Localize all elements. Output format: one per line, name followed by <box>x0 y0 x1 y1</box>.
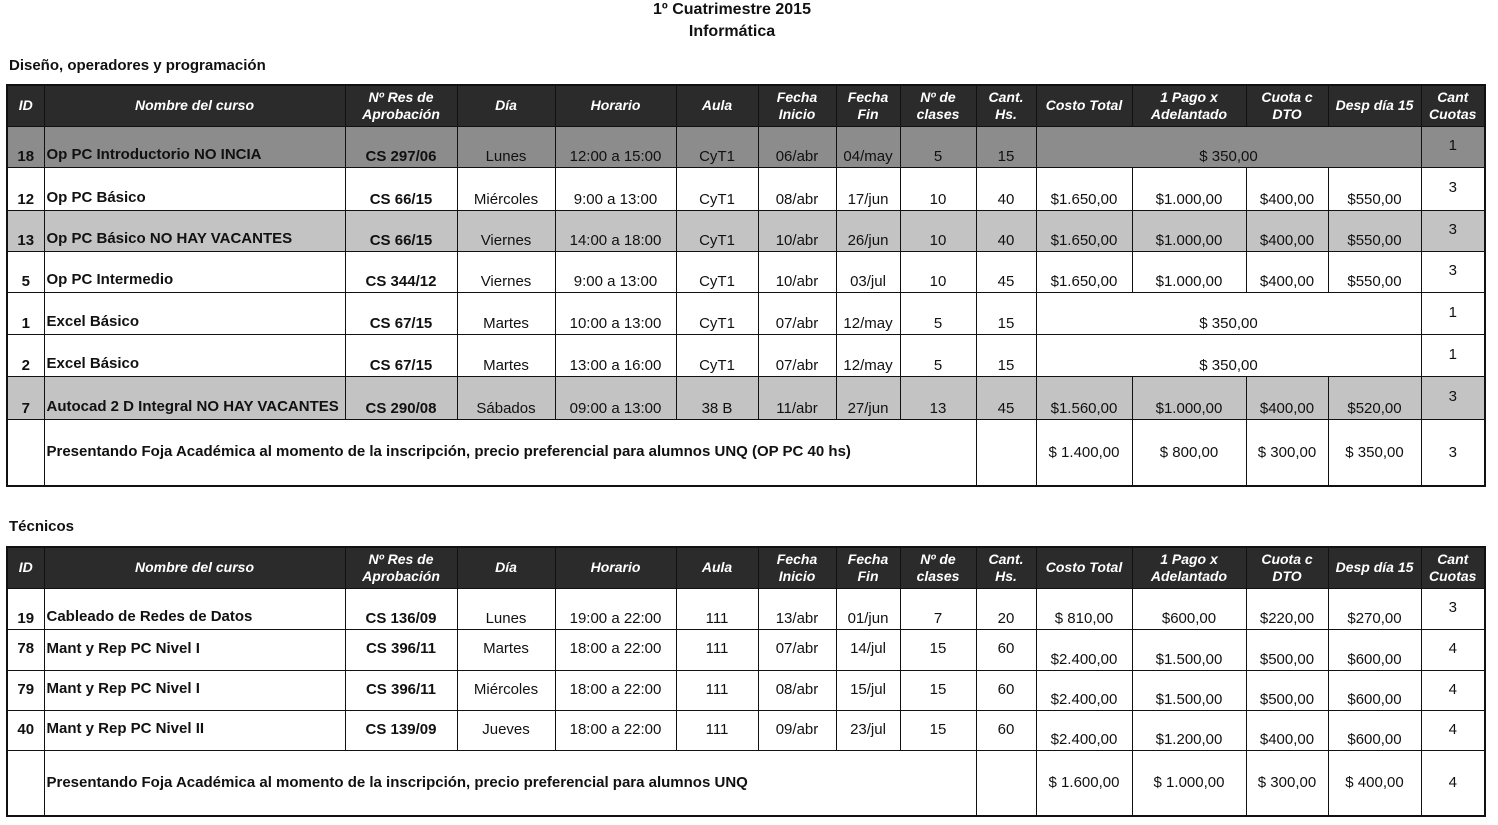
cell-nombre: Mant y Rep PC Nivel I <box>44 670 345 710</box>
cell-desp: $ 400,00 <box>1328 750 1421 816</box>
cell-dia: Jueves <box>457 710 555 750</box>
table-row <box>7 210 1485 251</box>
cell-horario: 9:00 a 13:00 <box>555 251 676 292</box>
cell-clases: 10 <box>900 251 976 292</box>
cell-costo: $2.400,00 <box>1036 710 1132 750</box>
cell-fin: 15/jul <box>836 670 900 710</box>
table-row <box>7 167 1485 210</box>
cell-inicio: 13/abr <box>758 588 836 629</box>
cell-hs: 60 <box>976 710 1036 750</box>
cell-cuotas: 3 <box>1421 376 1485 419</box>
cell-nombre: Op PC Básico NO HAY VACANTES <box>44 210 345 251</box>
table-row <box>7 588 1485 629</box>
cell-cuota: $500,00 <box>1246 670 1328 710</box>
cell-dia: Lunes <box>457 588 555 629</box>
cell-inicio: 11/abr <box>758 376 836 419</box>
cell-pago: $1.000,00 <box>1132 251 1246 292</box>
cell-pago: $1.200,00 <box>1132 710 1246 750</box>
cell-id: 18 <box>7 126 44 167</box>
cell-nombre: Mant y Rep PC Nivel II <box>44 710 345 750</box>
cell-desp: $550,00 <box>1328 251 1421 292</box>
cell-aula: 38 B <box>676 376 758 419</box>
cell-desp: $600,00 <box>1328 710 1421 750</box>
col-header-pago: 1 Pago x Adelantado <box>1132 547 1246 588</box>
cell-inicio: 07/abr <box>758 334 836 376</box>
col-header-aula: Aula <box>676 85 758 126</box>
cell-cuotas: 3 <box>1421 588 1485 629</box>
cell-aula: CyT1 <box>676 126 758 167</box>
cell-costo: $2.400,00 <box>1036 670 1132 710</box>
cell-clases: 15 <box>900 629 976 670</box>
table-header-row <box>7 85 1485 126</box>
col-header-cuotas: Cant Cuotas <box>1421 547 1485 588</box>
col-header-horario: Horario <box>555 547 676 588</box>
cell-fin: 12/may <box>836 292 900 334</box>
cell-res: CS 66/15 <box>345 210 457 251</box>
col-header-id: ID <box>7 85 44 126</box>
cell-nombre: Op PC Introductorio NO INCIA <box>44 126 345 167</box>
cell-res: CS 66/15 <box>345 167 457 210</box>
cell-precio-unico: $ 350,00 <box>1036 126 1421 167</box>
cell-fin: 23/jul <box>836 710 900 750</box>
col-header-cuotas: Cant Cuotas <box>1421 85 1485 126</box>
cell-aula: 111 <box>676 710 758 750</box>
cell-empty <box>976 419 1036 486</box>
table-header-row <box>7 547 1485 588</box>
cell-desp: $270,00 <box>1328 588 1421 629</box>
cell-fin: 03/jul <box>836 251 900 292</box>
cell-costo: $1.560,00 <box>1036 376 1132 419</box>
section-title-diseno: Diseño, operadores y programación <box>9 57 266 74</box>
cell-nombre: Excel Básico <box>44 334 345 376</box>
cell-horario: 18:00 a 22:00 <box>555 629 676 670</box>
cell-costo: $2.400,00 <box>1036 629 1132 670</box>
cell-desp: $ 350,00 <box>1328 419 1421 486</box>
cell-inicio: 07/abr <box>758 629 836 670</box>
col-header-nombre: Nombre del curso <box>44 85 345 126</box>
cell-id: 13 <box>7 210 44 251</box>
cell-hs: 15 <box>976 334 1036 376</box>
cell-id: 40 <box>7 710 44 750</box>
col-header-cuota: Cuota c DTO <box>1246 85 1328 126</box>
cell-aula: CyT1 <box>676 334 758 376</box>
cell-cuotas: 4 <box>1421 750 1485 816</box>
cell-pago: $1.000,00 <box>1132 376 1246 419</box>
cell-cuotas: 1 <box>1421 126 1485 167</box>
col-header-costo: Costo Total <box>1036 547 1132 588</box>
col-header-hs: Cant. Hs. <box>976 547 1036 588</box>
cell-pago: $ 800,00 <box>1132 419 1246 486</box>
cell-desp: $600,00 <box>1328 629 1421 670</box>
note-text: Presentando Foja Académica al momento de la inscripción, precio preferencial para alumnos UNQ (OP PC 40 hs) <box>44 419 976 486</box>
note-text: Presentando Foja Académica al momento de la inscripción, precio preferencial para alumnos UNQ <box>44 750 976 816</box>
cell-clases: 13 <box>900 376 976 419</box>
col-header-id: ID <box>7 547 44 588</box>
col-header-pago: 1 Pago x Adelantado <box>1132 85 1246 126</box>
col-header-aula: Aula <box>676 547 758 588</box>
col-header-res: Nº Res de Aprobación <box>345 85 457 126</box>
cell-fin: 12/may <box>836 334 900 376</box>
cell-clases: 15 <box>900 710 976 750</box>
cell-clases: 5 <box>900 126 976 167</box>
cell-hs: 45 <box>976 251 1036 292</box>
cell-cuotas: 1 <box>1421 292 1485 334</box>
cell-cuotas: 4 <box>1421 629 1485 670</box>
col-header-hs: Cant. Hs. <box>976 85 1036 126</box>
cell-cuota: $400,00 <box>1246 251 1328 292</box>
cell-nombre: Cableado de Redes de Datos <box>44 588 345 629</box>
cell-costo: $1.650,00 <box>1036 251 1132 292</box>
col-header-dia: Día <box>457 547 555 588</box>
cell-fin: 14/jul <box>836 629 900 670</box>
cell-aula: 111 <box>676 629 758 670</box>
cell-hs: 15 <box>976 126 1036 167</box>
cell-cuotas: 1 <box>1421 334 1485 376</box>
cell-costo: $ 1.600,00 <box>1036 750 1132 816</box>
cell-pago: $600,00 <box>1132 588 1246 629</box>
cell-nombre: Mant y Rep PC Nivel I <box>44 629 345 670</box>
col-header-clases: Nº de clases <box>900 85 976 126</box>
cell-desp: $550,00 <box>1328 210 1421 251</box>
cell-cuota: $400,00 <box>1246 167 1328 210</box>
section-title-tecnicos: Técnicos <box>9 518 75 535</box>
cell-nombre: Op PC Intermedio <box>44 251 345 292</box>
cell-horario: 10:00 a 13:00 <box>555 292 676 334</box>
table-row <box>7 629 1485 670</box>
col-header-nombre: Nombre del curso <box>44 547 345 588</box>
cell-inicio: 10/abr <box>758 210 836 251</box>
cell-nombre: Op PC Básico <box>44 167 345 210</box>
cell-id: 78 <box>7 629 44 670</box>
cell-dia: Martes <box>457 629 555 670</box>
cell-hs: 40 <box>976 167 1036 210</box>
cell-pago: $ 1.000,00 <box>1132 750 1246 816</box>
cell-id: 1 <box>7 292 44 334</box>
col-header-cuota: Cuota c DTO <box>1246 547 1328 588</box>
cell-aula: CyT1 <box>676 167 758 210</box>
cell-id: 2 <box>7 334 44 376</box>
cell-dia: Miércoles <box>457 167 555 210</box>
cell-hs: 40 <box>976 210 1036 251</box>
cell-fin: 26/jun <box>836 210 900 251</box>
cell-cuotas: 3 <box>1421 419 1485 486</box>
cell-aula: 111 <box>676 670 758 710</box>
col-header-horario: Horario <box>555 85 676 126</box>
table-row <box>7 292 1485 334</box>
cell-precio-unico: $ 350,00 <box>1036 292 1421 334</box>
cell-costo: $1.650,00 <box>1036 167 1132 210</box>
table-row <box>7 126 1485 167</box>
cell-hs: 20 <box>976 588 1036 629</box>
cell-aula: CyT1 <box>676 292 758 334</box>
cell-res: CS 290/08 <box>345 376 457 419</box>
cell-pago: $1.500,00 <box>1132 629 1246 670</box>
cell-dia: Miércoles <box>457 670 555 710</box>
cell-id: 7 <box>7 376 44 419</box>
cell-res: CS 67/15 <box>345 334 457 376</box>
cell-inicio: 10/abr <box>758 251 836 292</box>
cell-hs: 45 <box>976 376 1036 419</box>
cell-cuota: $ 300,00 <box>1246 419 1328 486</box>
cell-clases: 5 <box>900 292 976 334</box>
table-row-note <box>7 419 1485 486</box>
cell-inicio: 08/abr <box>758 167 836 210</box>
table-row-note <box>7 750 1485 816</box>
cell-desp: $520,00 <box>1328 376 1421 419</box>
table-row <box>7 334 1485 376</box>
cell-empty <box>7 750 44 816</box>
courses-table-tecnicos <box>6 546 1486 817</box>
table-row <box>7 251 1485 292</box>
cell-hs: 15 <box>976 292 1036 334</box>
cell-cuota: $500,00 <box>1246 629 1328 670</box>
cell-dia: Martes <box>457 292 555 334</box>
page-subtitle: Informática <box>688 23 776 40</box>
cell-horario: 9:00 a 13:00 <box>555 167 676 210</box>
cell-id: 5 <box>7 251 44 292</box>
col-header-dia: Día <box>457 85 555 126</box>
col-header-desp: Desp día 15 <box>1328 547 1421 588</box>
cell-res: CS 136/09 <box>345 588 457 629</box>
cell-res: CS 139/09 <box>345 710 457 750</box>
cell-pago: $1.500,00 <box>1132 670 1246 710</box>
cell-pago: $1.000,00 <box>1132 167 1246 210</box>
col-header-fin: Fecha Fin <box>836 85 900 126</box>
col-header-clases: Nº de clases <box>900 547 976 588</box>
cell-inicio: 07/abr <box>758 292 836 334</box>
cell-id: 19 <box>7 588 44 629</box>
cell-clases: 10 <box>900 210 976 251</box>
cell-horario: 09:00 a 13:00 <box>555 376 676 419</box>
cell-empty <box>7 419 44 486</box>
cell-cuota: $400,00 <box>1246 376 1328 419</box>
cell-costo: $ 1.400,00 <box>1036 419 1132 486</box>
cell-costo: $ 810,00 <box>1036 588 1132 629</box>
cell-clases: 7 <box>900 588 976 629</box>
cell-nombre: Autocad 2 D Integral NO HAY VACANTES <box>44 376 345 419</box>
cell-aula: CyT1 <box>676 210 758 251</box>
cell-horario: 18:00 a 22:00 <box>555 710 676 750</box>
cell-dia: Viernes <box>457 210 555 251</box>
cell-horario: 12:00 a 15:00 <box>555 126 676 167</box>
cell-res: CS 396/11 <box>345 670 457 710</box>
cell-precio-unico: $ 350,00 <box>1036 334 1421 376</box>
cell-desp: $550,00 <box>1328 167 1421 210</box>
cell-nombre: Excel Básico <box>44 292 345 334</box>
cell-hs: 60 <box>976 670 1036 710</box>
table-row <box>7 670 1485 710</box>
cell-inicio: 06/abr <box>758 126 836 167</box>
cell-clases: 10 <box>900 167 976 210</box>
col-header-inicio: Fecha Inicio <box>758 547 836 588</box>
col-header-desp: Desp día 15 <box>1328 85 1421 126</box>
cell-dia: Sábados <box>457 376 555 419</box>
cell-horario: 18:00 a 22:00 <box>555 670 676 710</box>
cell-fin: 01/jun <box>836 588 900 629</box>
cell-pago: $1.000,00 <box>1132 210 1246 251</box>
cell-hs: 60 <box>976 629 1036 670</box>
cell-clases: 5 <box>900 334 976 376</box>
table-row <box>7 710 1485 750</box>
cell-cuotas: 3 <box>1421 251 1485 292</box>
page-title: 1º Cuatrimestre 2015 <box>653 1 811 18</box>
cell-horario: 13:00 a 16:00 <box>555 334 676 376</box>
cell-fin: 27/jun <box>836 376 900 419</box>
cell-res: CS 297/06 <box>345 126 457 167</box>
cell-cuotas: 4 <box>1421 670 1485 710</box>
cell-clases: 15 <box>900 670 976 710</box>
cell-res: CS 344/12 <box>345 251 457 292</box>
cell-cuota: $400,00 <box>1246 710 1328 750</box>
cell-horario: 19:00 a 22:00 <box>555 588 676 629</box>
courses-table-diseno <box>6 84 1486 487</box>
cell-cuota: $ 300,00 <box>1246 750 1328 816</box>
col-header-inicio: Fecha Inicio <box>758 85 836 126</box>
cell-fin: 17/jun <box>836 167 900 210</box>
cell-res: CS 67/15 <box>345 292 457 334</box>
cell-dia: Martes <box>457 334 555 376</box>
cell-id: 79 <box>7 670 44 710</box>
cell-dia: Lunes <box>457 126 555 167</box>
cell-costo: $1.650,00 <box>1036 210 1132 251</box>
cell-aula: 111 <box>676 588 758 629</box>
col-header-fin: Fecha Fin <box>836 547 900 588</box>
col-header-costo: Costo Total <box>1036 85 1132 126</box>
cell-cuota: $220,00 <box>1246 588 1328 629</box>
cell-cuota: $400,00 <box>1246 210 1328 251</box>
cell-cuotas: 4 <box>1421 710 1485 750</box>
cell-desp: $600,00 <box>1328 670 1421 710</box>
col-header-res: Nº Res de Aprobación <box>345 547 457 588</box>
cell-cuotas: 3 <box>1421 167 1485 210</box>
cell-fin: 04/may <box>836 126 900 167</box>
cell-dia: Viernes <box>457 251 555 292</box>
cell-inicio: 09/abr <box>758 710 836 750</box>
cell-horario: 14:00 a 18:00 <box>555 210 676 251</box>
cell-id: 12 <box>7 167 44 210</box>
cell-cuotas: 3 <box>1421 210 1485 251</box>
table-row <box>7 376 1485 419</box>
cell-empty <box>976 750 1036 816</box>
cell-res: CS 396/11 <box>345 629 457 670</box>
cell-aula: CyT1 <box>676 251 758 292</box>
cell-inicio: 08/abr <box>758 670 836 710</box>
